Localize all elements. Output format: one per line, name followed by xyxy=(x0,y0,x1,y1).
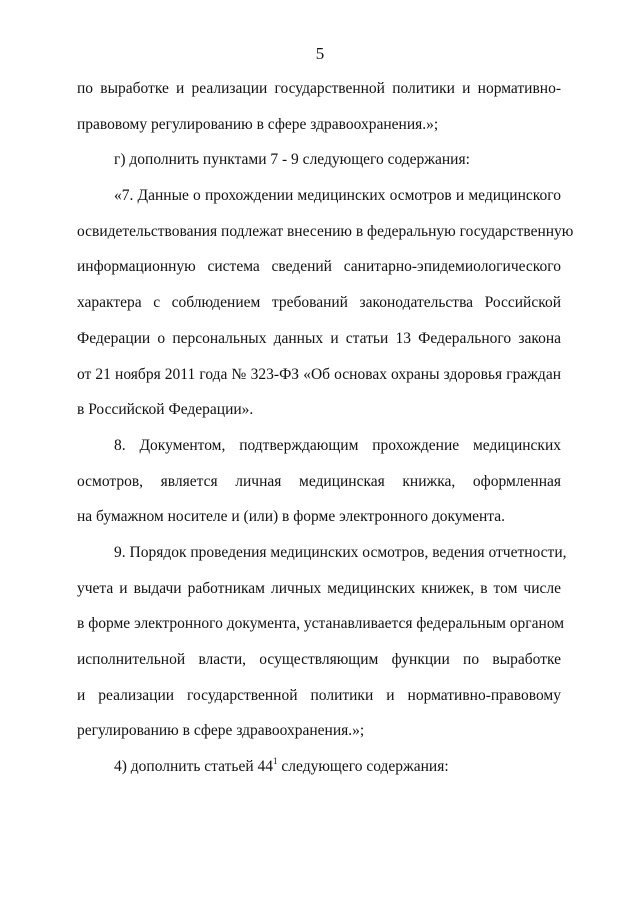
text-line: учета и выдачи работникам личных медицинских книжек, в том числе xyxy=(77,579,561,597)
paragraph-clause-7 xyxy=(77,185,574,435)
text-line: Федерации о персональных данных и статьи 13 Федерального закона xyxy=(77,329,561,347)
text-line: освидетельствования подлежат внесению в федеральную государственную xyxy=(77,222,574,240)
text-line: от 21 ноября 2011 года № 323-ФЗ «Об основах охраны здоровья граждан xyxy=(77,365,561,383)
text-line: характера с соблюдением требований законодательства Российской xyxy=(77,294,561,312)
paragraph-item-g xyxy=(77,149,561,185)
paragraph-clause-8 xyxy=(77,435,561,542)
text-line: и реализации государственной политики и нормативно-правовому xyxy=(77,686,561,704)
text-line: регулированию в сфере здравоохранения.»; xyxy=(77,722,365,740)
text-line: на бумажном носителе и (или) в форме электронного документа. xyxy=(77,508,506,526)
text-line: правовому регулированию в сфере здравоохранения.»; xyxy=(77,115,439,133)
text-line: информационную система сведений санитарно-эпидемиологического xyxy=(77,258,561,276)
text-line: 8. Документом, подтверждающим прохождение медицинских xyxy=(114,436,561,454)
paragraph-item-4 xyxy=(77,756,561,792)
text-line: осмотров, является личная медицинская книжка, оформленная xyxy=(77,472,561,490)
text-line xyxy=(77,756,561,792)
text-line: 9. Порядок проведения медицинских осмотров, ведения отчетности, xyxy=(114,543,567,561)
document-body xyxy=(77,78,574,792)
text-line: по выработке и реализации государственной политики и нормативно- xyxy=(77,80,561,97)
text-segment: следующего содержания: xyxy=(277,758,449,776)
text-line: «7. Данные о прохождении медицинских осмотров и медицинского xyxy=(114,187,561,205)
text-segment: 4) дополнить статьей 44 xyxy=(114,758,274,776)
page-number: 5 xyxy=(315,44,325,63)
paragraph-clause-9 xyxy=(77,542,567,756)
superscript: 1 xyxy=(273,756,278,767)
text-line: г) дополнить пунктами 7 - 9 следующего содержания: xyxy=(114,151,470,169)
text-line: в форме электронного документа, устанавливается федеральным органом xyxy=(77,615,565,633)
text-line: в Российской Федерации». xyxy=(77,401,254,419)
paragraph-continuation xyxy=(77,78,561,149)
text-line: исполнительной власти, осуществляющим функции по выработке xyxy=(77,651,561,668)
